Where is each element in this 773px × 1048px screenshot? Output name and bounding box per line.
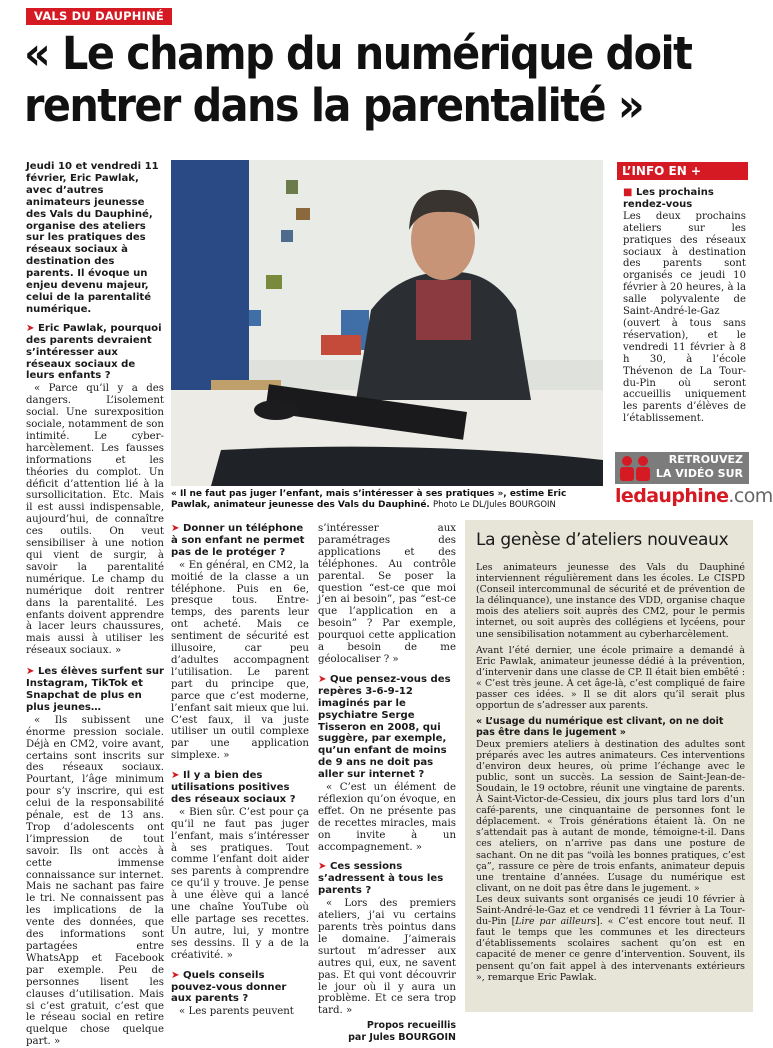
arrow-icon: ➤: [171, 770, 183, 782]
answer-paragraph: « Ils subissent une énorme pression sociale. Déjà en CM2, voire avant, certains sont inscrits sur des réseaux sociaux. Pourtant, l’âge minimum pour s’y inscrire, qui est celui de la responsabilité pénale, est de 13 ans. Trop d’adolescents ont l’impression de tout savoir. Ils ont accès à cette immense connaissance sur internet. Mais ne sachant pas faire le tri. Ne connaissent pas les implications de la vente des données, que des informations sont partagées entre WhatsApp et Facebook par exemple. Peu de personnes lisent les clauses d’utilisation. Mais si c’est gratuit, c’est que le réseau social en retire quelque chose quelque part. »: [26, 714, 164, 1048]
info-box-title: [623, 187, 746, 211]
square-bullet-icon: ■: [623, 187, 636, 198]
question-text: Les élèves surfent sur Instagram, TikTok et Snapchat de plus en plus jeunes…: [26, 666, 164, 713]
answer-paragraph: « Bien sûr. C’est pour ça qu’il ne faut pas juger l’enfant, mais s’intéresser à ses pratiques. Tout comme l’enfant doit aider ses parents à comprendre ce qu’il y trouve. Je pense à une élève qui a lancé une chaîne YouTube où elle partage ses recettes. Un autre, lui, y montre ses dessins. Il y a de la créativité. »: [171, 806, 309, 961]
info-box-header: L’INFO EN +: [617, 162, 748, 180]
promo-text: [652, 453, 747, 481]
promo-line-1: RETROUVEZ: [668, 453, 743, 466]
headline-line-2: rentrer dans la parentalité »: [24, 79, 644, 132]
lead-paragraph: Jeudi 10 et vendredi 11 février, Eric Pawlak, avec d’autres animateurs jeunesse des Vals du Dauphiné, organise des ateliers sur les pratiques des réseaux sociaux à destination des parents. Il évoque un enjeu devenu majeur, celui de la parentalité numérique.: [26, 161, 159, 315]
article-photo: [171, 160, 603, 486]
arrow-icon: ➤: [26, 322, 38, 334]
question-2: [26, 666, 164, 714]
byline: [318, 1020, 456, 1043]
column-2: [171, 523, 309, 1018]
site-logo[interactable]: [615, 484, 773, 508]
sidebar-subhead: « L’usage du numérique est clivant, on ne doit pas être dans le jugement »: [476, 716, 724, 739]
info-box: [623, 187, 746, 425]
sidebar-body: [476, 562, 745, 1008]
question-7: [318, 861, 456, 897]
byline-line-2: par Jules BOURGOIN: [348, 1031, 456, 1043]
answer-paragraph: « Parce qu’il y a des dangers. L’isolement social. Une surexposition sociale, notamment de son intimité. Le cyber-harcèlement. Les fausses informations et les théories du complot. Un déficit d’attention lié à la sursollicitation. Etc. Mais il est aussi indispensable, aujourd’hui, de connaître ces outils. On veut sensibiliser à une notion qui vient de surgir, à savoir la parentalité numérique. Le champ du numérique doit rentrer dans la parentalité. Les enfants doivent apprendre à lacer leurs chaussures, mais aussi à utiliser les réseaux sociaux. »: [26, 383, 164, 657]
answer-paragraph: « Les parents peuvent: [179, 1006, 294, 1018]
question-4: [171, 770, 309, 806]
sidebar-crossref: Lire par ailleurs: [515, 916, 597, 928]
question-3: [171, 523, 309, 559]
photo-caption: [171, 489, 603, 511]
arrow-icon: ➤: [26, 666, 38, 678]
question-1: [26, 323, 164, 383]
answer-paragraph: s’intéresser aux paramétrages des applications et des téléphones. Au contrôle parental. Se poser la question “est-ce que moi j’en ai besoin”, pas “est-ce que l’application en a besoin” ? Par exemple, pourquoi cette application a besoin de me géolocaliser ? »: [318, 523, 456, 665]
sidebar-paragraph: [476, 894, 745, 983]
sidebar-title: La genèse d’ateliers nouveaux: [476, 530, 729, 550]
arrow-icon: ➤: [171, 523, 183, 534]
question-text: Ces sessions s’adressent à tous les parents ?: [318, 861, 444, 897]
info-box-body: Les deux prochains ateliers sur les pratiques des réseaux sociaux à destination des parents sont organisés ce jeudi 10 février à 20 heures, à la salle polyvalente de Saint-André-le-Gaz (ouvert à tous sans réservation), et le vendredi 11 février à 8 h 30, à l’école Thévenon de La Tour-du-Pin où seront accueillis uniquement les parents d’élèves de l’établissement.: [623, 210, 746, 425]
sidebar-paragraph: Les animateurs jeunesse des Vals du Dauphiné interviennent régulièrement dans les écoles. Le CISPD (Conseil intercommunal de sécurité et de prévention de la délinquance), une instance des VDD, organise chaque mois des ateliers soit auprès des CM2, pour le permis internet, ou soit auprès des collégiens et lycéens, pour une sensibilisation notamment au cyberharcèlement.: [476, 562, 745, 640]
logo-part: dauphine: [633, 485, 729, 507]
photo-credit: Photo Le DL/Jules BOURGOIN: [433, 500, 556, 510]
question-6: [318, 674, 456, 781]
question-text: Donner un téléphone à son enfant ne permet pas de le protéger ?: [171, 523, 305, 558]
answer-paragraph: « En général, en CM2, la moitié de la classe a un téléphone. Puis en 6e, presque tous. Entre-temps, des parents leur ont acheté. Mais ce sentiment de sécurité est illusoire, car peu d’adultes accompagnent l’utilisation. Le parent part du principe que, parce que c’est moderne, l’enfant sait mieux que lui. C’est faux, il va juste utiliser un outil complexe par une application simplexe. »: [171, 559, 309, 762]
arrow-icon: ➤: [318, 861, 330, 873]
question-text: Quels conseils pouvez-vous donner aux parents ?: [171, 969, 287, 1005]
sidebar-text: ]. « C’est encore tout neuf. Il faut le temps que les communes et les directeurs d’établissements scolaires sachent qu’on est en capacité de mener ce genre d’intervention. Souvent, ils pensent qu’on fait appel à des intervenants extérieurs », remarque Eric Pawlak.: [476, 916, 745, 983]
answer-paragraph: « C’est un élément de réflexion qu’on évoque, en effet. On ne présente pas de recettes miracles, mais on invite à un accompagnement. »: [318, 782, 456, 853]
info-title-text: Les prochains rendez-vous: [623, 187, 714, 210]
photo-illustration: [171, 160, 603, 486]
arrow-icon: ➤: [171, 969, 183, 981]
headline-line-1: « Le champ du numérique doit: [24, 27, 692, 80]
sidebar-text: Les deux suivants sont organisés ce jeudi 10 février à Saint-André-le-Gaz et ce vendredi 11 février à La Tour-du-Pin [: [476, 893, 745, 928]
answer-paragraph: « Lors des premiers ateliers, j’ai vu certains parents très pointus dans le domaine. J’aimerais surtout m’adresser aux autres qui, eux, ne savent pas. Et qui vont découvrir le jour où il y aura un problème. Et ce sera trop tard. »: [318, 898, 456, 1017]
question-text: Que pensez-vous des repères 3-6-9-12 imaginés par le psychiatre Serge Tisseron en 2008, qui suggère, par exemple, qu’un enfant de moins de 9 ans ne doit pas aller sur internet ?: [318, 673, 451, 781]
promo-banner: [615, 452, 749, 484]
question-text: Il y a bien des utilisations positives des réseaux sociaux ?: [171, 770, 296, 805]
video-promo[interactable]: [615, 452, 773, 508]
section-rubric: VALS DU DAUPHINÉ: [26, 8, 172, 25]
question-5: [171, 970, 309, 1006]
byline-line-1: Propos recueillis: [366, 1020, 456, 1032]
caption-text: « Il ne faut pas juger l’enfant, mais s’intéresser à ses pratiques », estime Eric Pawlak, animateur jeunesse des Vals du Dauphiné.: [171, 489, 567, 510]
sidebar-paragraph: Deux premiers ateliers à destination des adultes sont préparés avec les autres animateurs. Ces interventions d’environ deux heures, où prime l’échange avec le public, sont un succès. La session de Saint-Jean-de-Soudain, le 19 octobre, réunit une vingtaine de parents. À Saint-Victor-de-Cessieu, dix jours plus tard lors d’un café-parents, une cinquantaine de personnes font le déplacement. « Trois générations étaient là. On ne s’attendait pas à autant de monde, témoigne-t-il. Dans ces ateliers, on n’arrive pas dans une posture de sachant. On ne dit pas “voilà les bonnes pratiques, c’est ça”, rassure ce père de trois enfants, animateur depuis une trentaine d’années. L’usage du numérique est clivant, on ne doit pas être dans le jugement. »: [476, 738, 745, 894]
column-1: [26, 161, 164, 1048]
promo-line-2: LA VIDÉO SUR: [655, 467, 743, 480]
arrow-icon: ➤: [318, 673, 330, 685]
people-icon: [617, 452, 655, 484]
sidebar-paragraph: Avant l’été dernier, une école primaire a demandé à Eric Pawlak, animateur jeunesse dédié à la prévention, d’intervenir dans une classe de CP. Il était bien embêté : « C’est très jeune. À cet âge-là, c’est compliqué de faire passer ces idées. » Il se dit alors qu’il serait plus opportun de s’adresser aux parents.: [476, 644, 745, 712]
logo-part: le: [615, 485, 634, 507]
logo-part: .com: [728, 485, 773, 507]
headline: [24, 28, 696, 132]
column-3: [318, 523, 456, 1043]
question-text: Eric Pawlak, pourquoi des parents devraient s’intéresser aux réseaux sociaux de leurs enfants ?: [26, 322, 162, 382]
